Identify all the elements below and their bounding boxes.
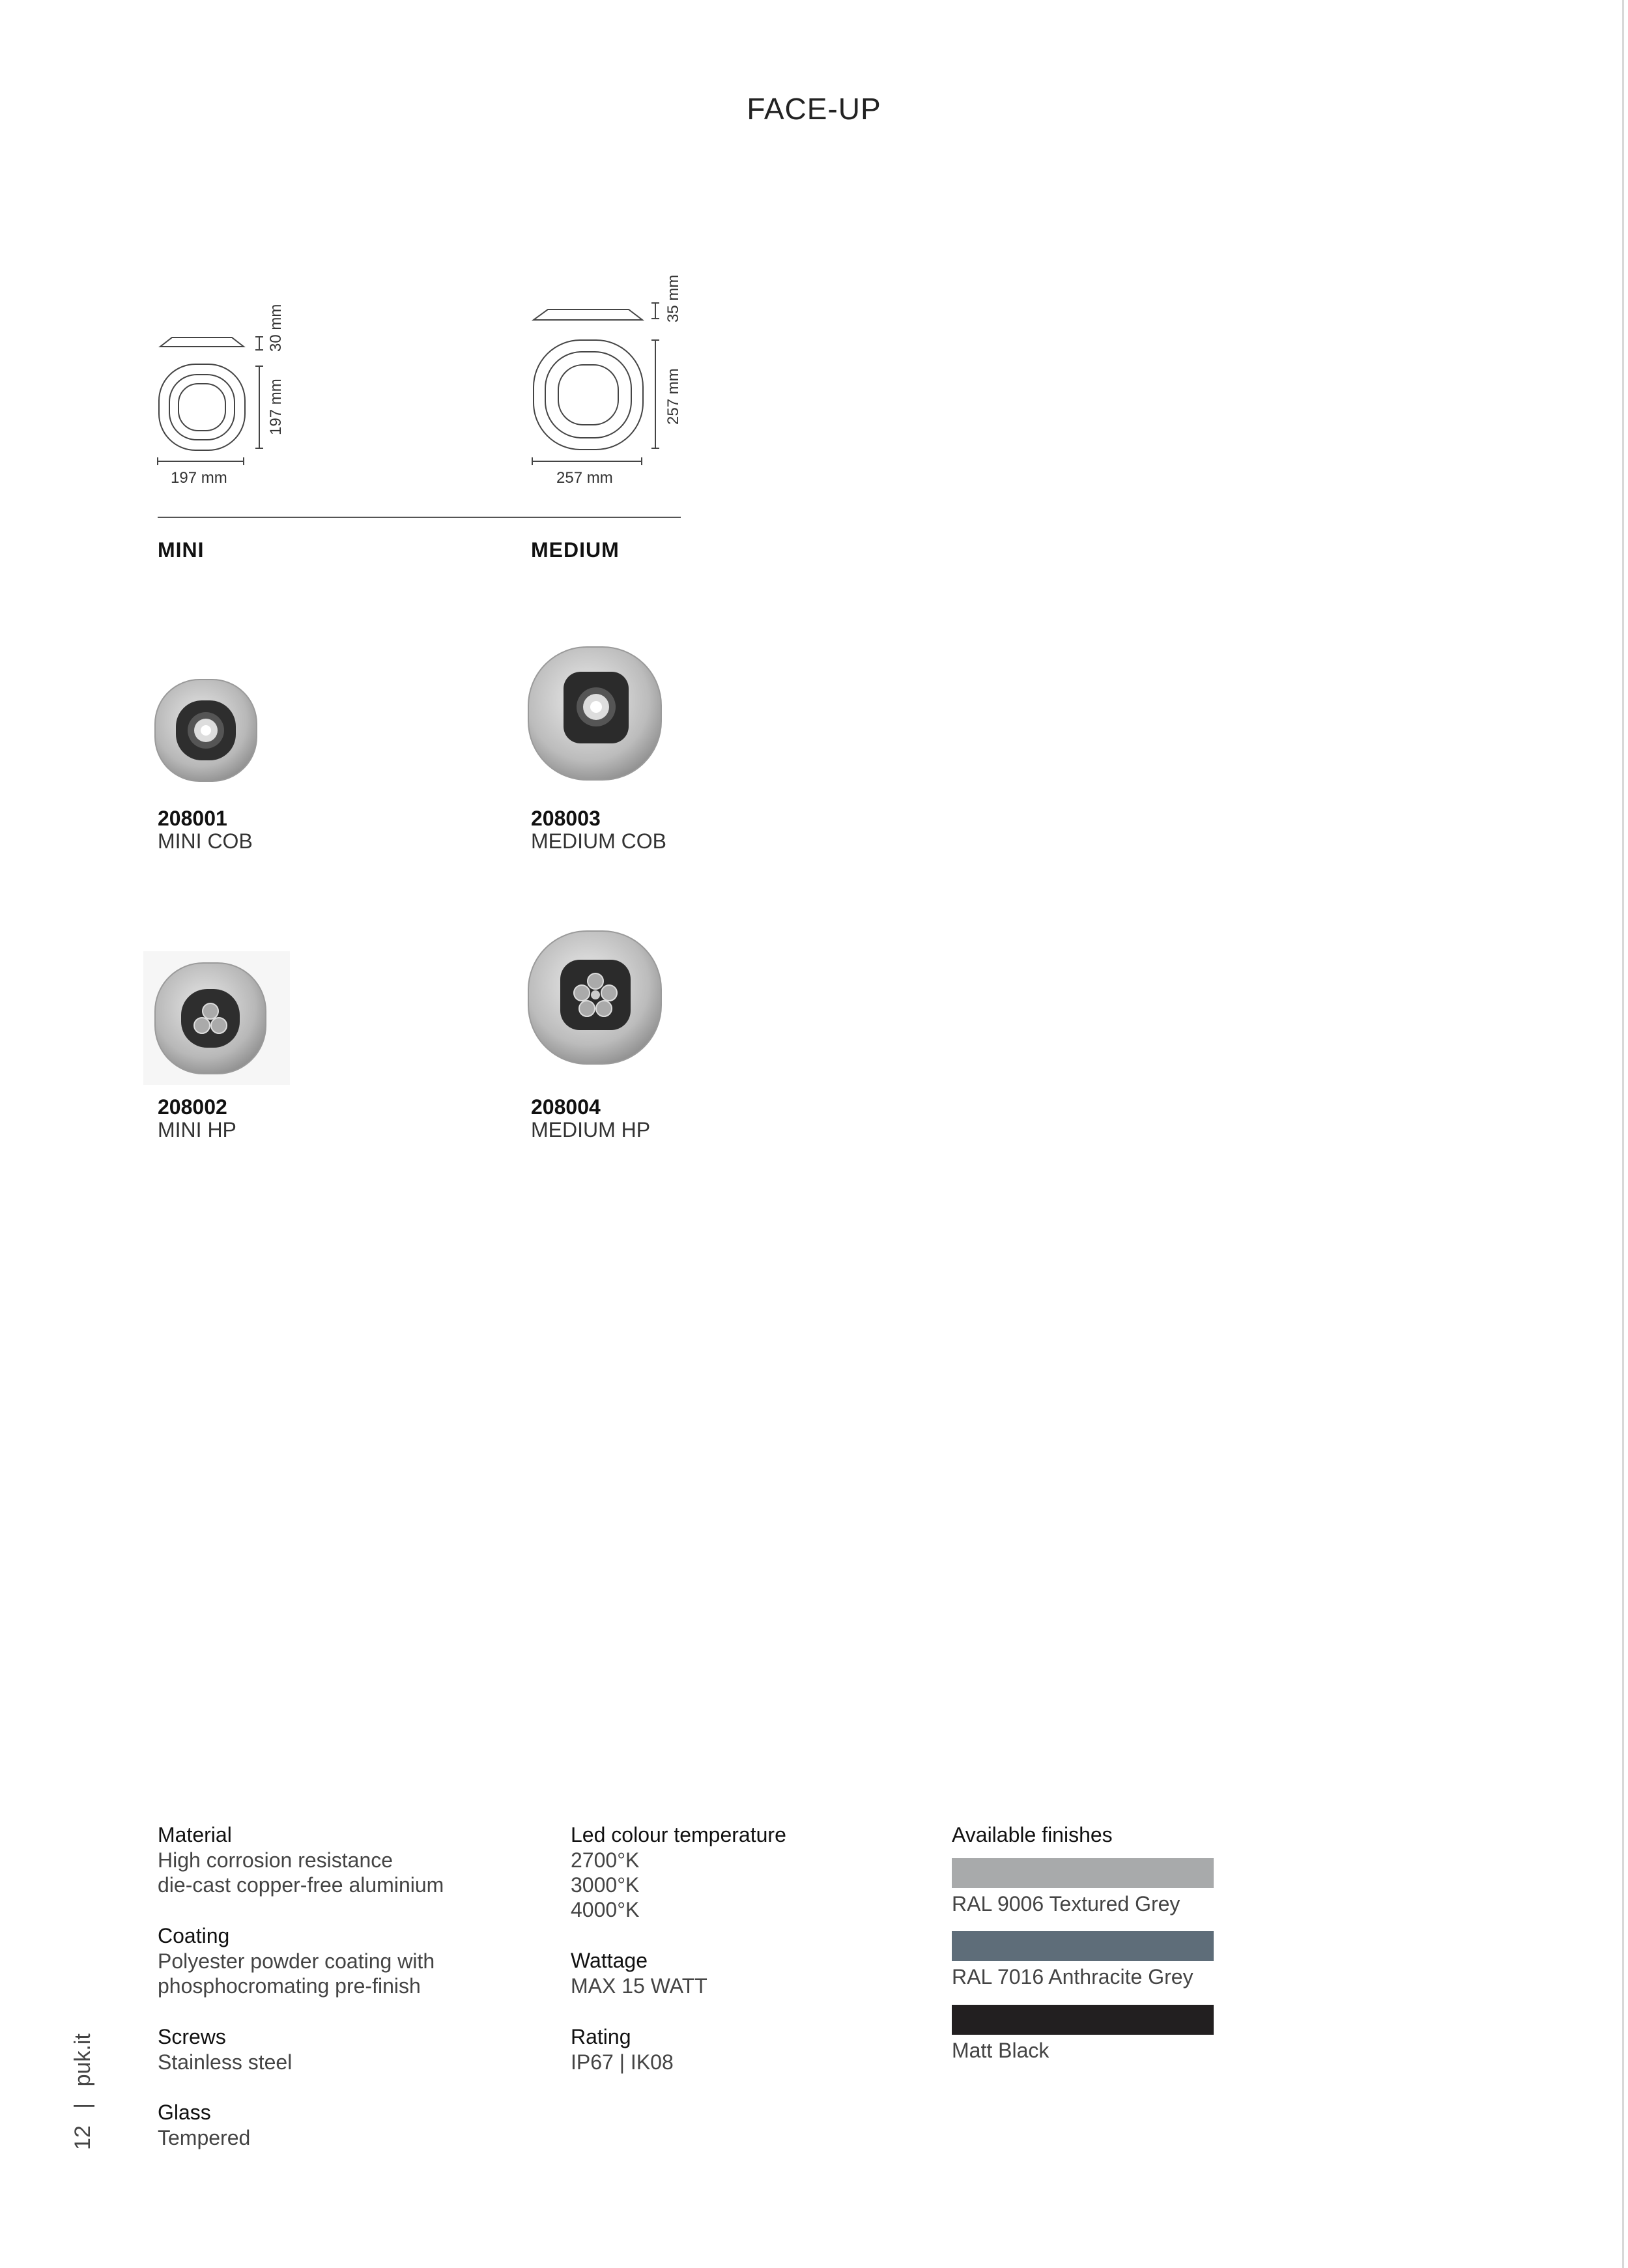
- finishes-label: Available finishes: [952, 1823, 1113, 1846]
- product-image-medium-hp: [524, 927, 668, 1070]
- spec-led-temp-4000: 4000°K: [571, 1898, 640, 1921]
- medium-side-profile-drawing: [531, 296, 645, 326]
- mini-width-label: 197 mm: [171, 469, 227, 487]
- medium-width-label: 257 mm: [556, 469, 613, 487]
- category-mini: MINI: [158, 538, 205, 562]
- mini-side-profile-drawing: [156, 326, 248, 352]
- medium-height-marker: [650, 302, 661, 320]
- product-code-208001: 208001: [158, 807, 227, 830]
- spec-rating-label: Rating: [571, 2025, 631, 2048]
- product-code-208003: 208003: [531, 807, 601, 830]
- spec-screws-label: Screws: [158, 2025, 226, 2048]
- spec-led-temp-2700: 2700°K: [571, 1848, 640, 1872]
- product-name-mini-cob: MINI COB: [158, 829, 253, 853]
- spec-material-line-1: High corrosion resistance: [158, 1848, 393, 1872]
- category-divider: [158, 517, 681, 518]
- medium-depth-label: 257 mm: [664, 368, 682, 425]
- spec-material-line-2: die-cast copper-free aluminium: [158, 1873, 444, 1897]
- finish-name-anthracite-grey: RAL 7016 Anthracite Grey: [952, 1965, 1193, 1988]
- product-image-mini-hp: [143, 951, 290, 1085]
- spec-coating-line-2: phosphocromating pre-finish: [158, 1974, 421, 1998]
- medium-top-view-drawing: [531, 337, 646, 452]
- product-image-medium-cob: [524, 642, 668, 785]
- spec-led-temp-label: Led colour temperature: [571, 1823, 786, 1846]
- medium-depth-marker: [650, 339, 661, 450]
- mini-height-label: 30 mm: [267, 304, 285, 352]
- footer-separator: |: [70, 2103, 95, 2109]
- spec-glass-value: Tempered: [158, 2126, 251, 2149]
- mini-width-marker: [156, 456, 245, 467]
- spec-glass-label: Glass: [158, 2101, 211, 2124]
- spec-coating-label: Coating: [158, 1924, 230, 1947]
- spec-screws-value: Stainless steel: [158, 2050, 293, 2074]
- finish-name-textured-grey: RAL 9006 Textured Grey: [952, 1892, 1180, 1916]
- footer-site-link[interactable]: puk.it: [70, 2033, 95, 2087]
- spec-coating-line-1: Polyester powder coating with: [158, 1949, 435, 1973]
- category-medium: MEDIUM: [531, 538, 620, 562]
- page-title: FACE-UP: [747, 92, 881, 126]
- product-code-208002: 208002: [158, 1095, 227, 1119]
- finish-swatch-textured-grey: [952, 1858, 1214, 1888]
- product-name-mini-hp: MINI HP: [158, 1118, 236, 1141]
- mini-depth-label: 197 mm: [267, 379, 285, 435]
- page-edge-rule: [1622, 0, 1624, 2268]
- footer-page-number: 12: [70, 2125, 95, 2150]
- finish-swatch-matt-black: [952, 2005, 1214, 2035]
- medium-height-label: 35 mm: [664, 274, 682, 323]
- mini-top-view-drawing: [156, 362, 248, 453]
- spec-wattage-label: Wattage: [571, 1949, 648, 1972]
- finish-name-matt-black: Matt Black: [952, 2039, 1050, 2062]
- spec-rating-value: IP67 | IK08: [571, 2050, 674, 2074]
- spec-material-label: Material: [158, 1823, 232, 1846]
- product-name-medium-hp: MEDIUM HP: [531, 1118, 651, 1141]
- mini-depth-marker: [254, 365, 264, 450]
- footer-page-info: [70, 2033, 96, 2150]
- mini-height-marker: [254, 336, 264, 351]
- product-image-mini-cob: [151, 674, 262, 785]
- product-name-medium-cob: MEDIUM COB: [531, 829, 666, 853]
- spec-wattage-value: MAX 15 WATT: [571, 1974, 707, 1998]
- product-code-208004: 208004: [531, 1095, 601, 1119]
- finish-swatch-anthracite-grey: [952, 1931, 1214, 1961]
- medium-width-marker: [531, 456, 643, 467]
- spec-led-temp-3000: 3000°K: [571, 1873, 640, 1897]
